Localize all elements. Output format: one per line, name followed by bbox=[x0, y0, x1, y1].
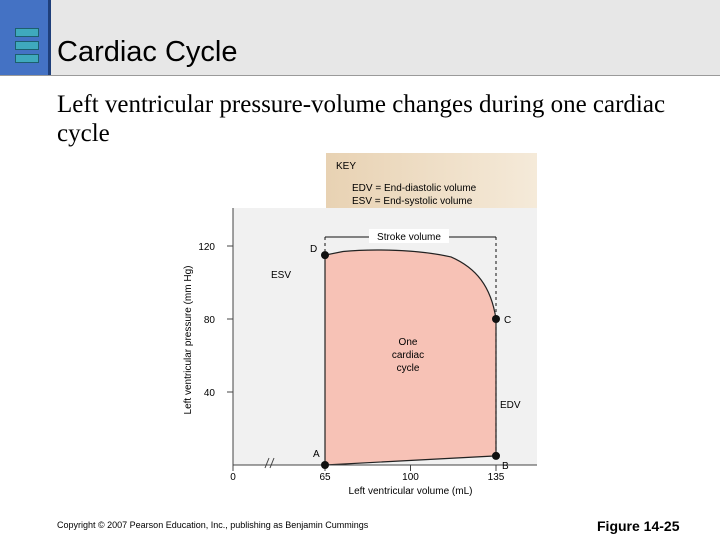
edv-annotation: EDV bbox=[500, 400, 521, 411]
x-tick-label: 135 bbox=[487, 472, 505, 483]
key-line-esv: ESV = End-systolic volume bbox=[352, 196, 473, 207]
key-title: KEY bbox=[336, 161, 357, 172]
slide-subtitle: Left ventricular pressure-volume changes during one cardiac cycle bbox=[57, 91, 666, 147]
key-line-edv: EDV = End-diastolic volume bbox=[352, 183, 477, 194]
slide-title: Cardiac Cycle bbox=[57, 36, 238, 68]
copyright-notice: Copyright © 2007 Pearson Education, Inc., publishing as Benjamin Cummings bbox=[57, 520, 369, 530]
cycle-annotation-line: One bbox=[398, 337, 418, 348]
stroke-volume-label: Stroke volume bbox=[377, 232, 441, 243]
x-tick-label: 65 bbox=[319, 472, 331, 483]
y-tick-label: 120 bbox=[198, 242, 215, 253]
cycle-annotation-line: cardiac bbox=[391, 350, 425, 361]
point-label-a: A bbox=[313, 449, 320, 460]
y-tick-label: 80 bbox=[203, 315, 215, 326]
esv-annotation: ESV bbox=[271, 270, 292, 281]
figure-label: Figure 14-25 bbox=[597, 518, 680, 534]
x-axis-label: Left ventricular volume (mL) bbox=[348, 486, 473, 497]
y-tick-label: 40 bbox=[203, 388, 215, 399]
point-a bbox=[321, 461, 329, 469]
point-label-d: D bbox=[310, 244, 318, 256]
y-axis-label: Left ventricular pressure (mm Hg) bbox=[183, 265, 194, 415]
point-label-c: C bbox=[504, 315, 512, 326]
point-label-b: B bbox=[502, 460, 509, 472]
cycle-annotation-line: cycle bbox=[396, 363, 420, 374]
x-tick-label: 100 bbox=[402, 472, 419, 483]
x-tick-label: 0 bbox=[230, 472, 236, 483]
